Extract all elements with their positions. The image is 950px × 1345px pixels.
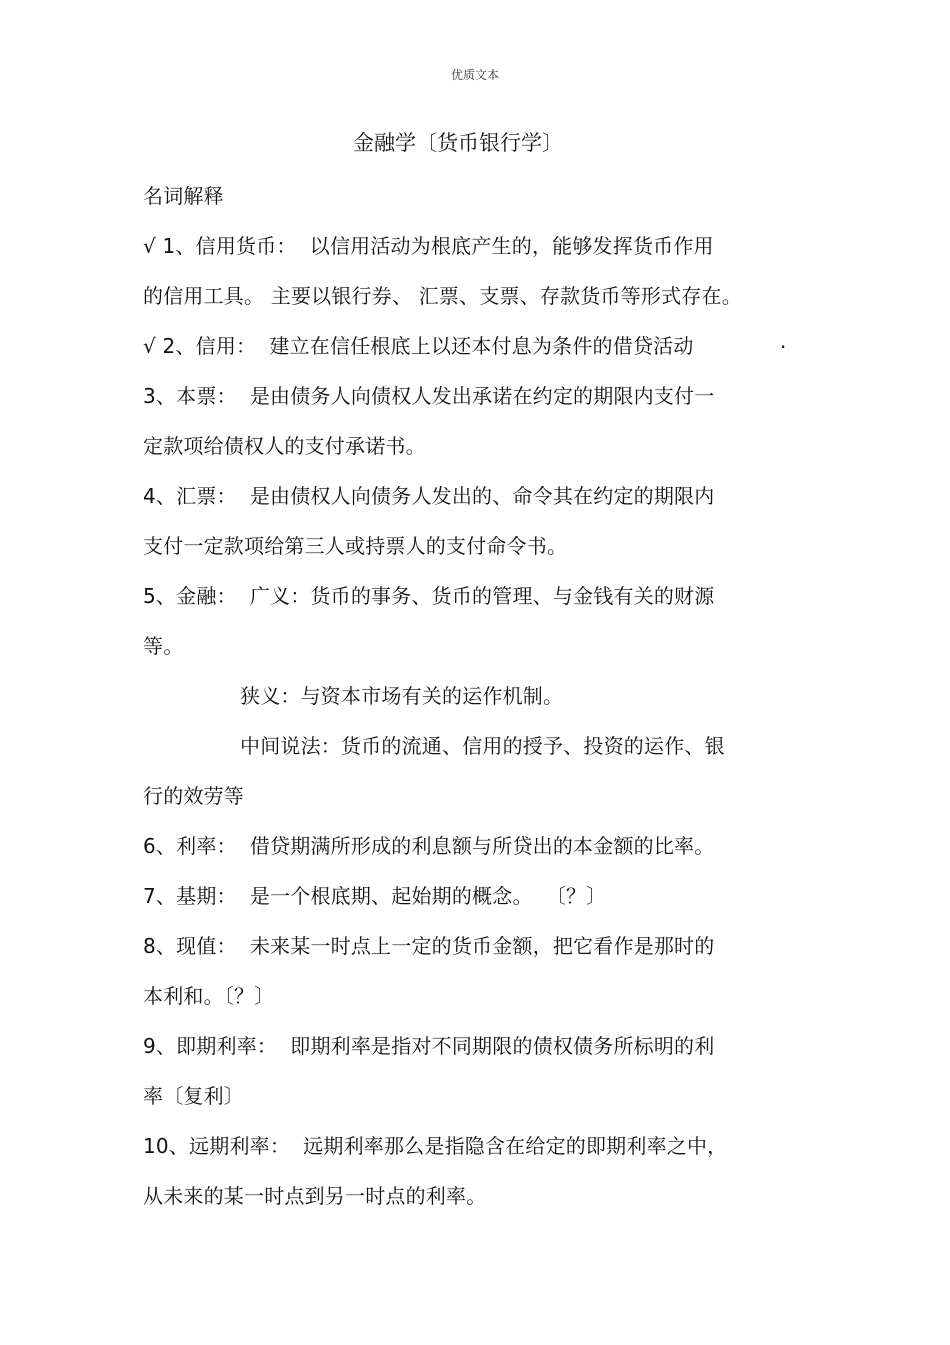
text-line-3: √ 2、信用： 建立在信任根底上以还本付息为条件的借贷活动 [143,334,694,358]
text-line-9: 等。 [143,634,184,658]
text-line-16: 本利和。〔？〕 [143,984,275,1008]
text-line-8: 5、金融： 广义：货币的事务、货币的管理、与金钱有关的财源 [143,584,715,608]
trailing-dot: . [780,329,787,353]
text-line-12: 行的效劳等 [143,784,244,808]
text-line-6: 4、汇票： 是由债权人向债务人发出的、命令其在约定的期限内 [143,484,715,508]
text-line-7: 支付一定款项给第三人或持票人的支付命令书。 [143,534,568,558]
text-line-20: 从未来的某一时点到另一时点的利率。 [143,1184,487,1208]
text-line-15: 8、现值： 未来某一时点上一定的货币金额，把它看作是那时的 [143,934,715,958]
text-line-14: 7、基期： 是一个根底期、起始期的概念。 〔？〕 [143,884,607,908]
document-title: 金融学〔货币银行学〕 [353,131,563,155]
text-line-1: √ 1、信用货币： 以信用活动为根底产生的，能够发挥货币作用 [143,234,714,258]
text-line-13: 6、利率： 借贷期满所形成的利息额与所贷出的本金额的比率。 [143,834,715,858]
text-line-10: 狭义：与资本市场有关的运作机制。 [240,684,564,708]
text-line-5: 定款项给债权人的支付承诺书。 [143,434,426,458]
text-line-17: 9、即期利率： 即期利率是指对不同期限的债权债务所标明的利 [143,1034,715,1058]
section-heading: 名词解释 [143,184,224,208]
page-header: 优质文本 [450,68,499,82]
text-line-4: 3、本票： 是由债务人向债权人发出承诺在约定的期限内支付一 [143,384,715,408]
text-line-11: 中间说法：货币的流通、信用的授予、投资的运作、银 [240,734,725,758]
text-line-2: 的信用工具。 主要以银行券、 汇票、支票、存款货币等形式存在。 [143,284,742,308]
text-line-18: 率〔复利〕 [143,1084,244,1108]
text-line-19: 10、远期利率： 远期利率那么是指隐含在给定的即期利率之中， [143,1134,728,1158]
